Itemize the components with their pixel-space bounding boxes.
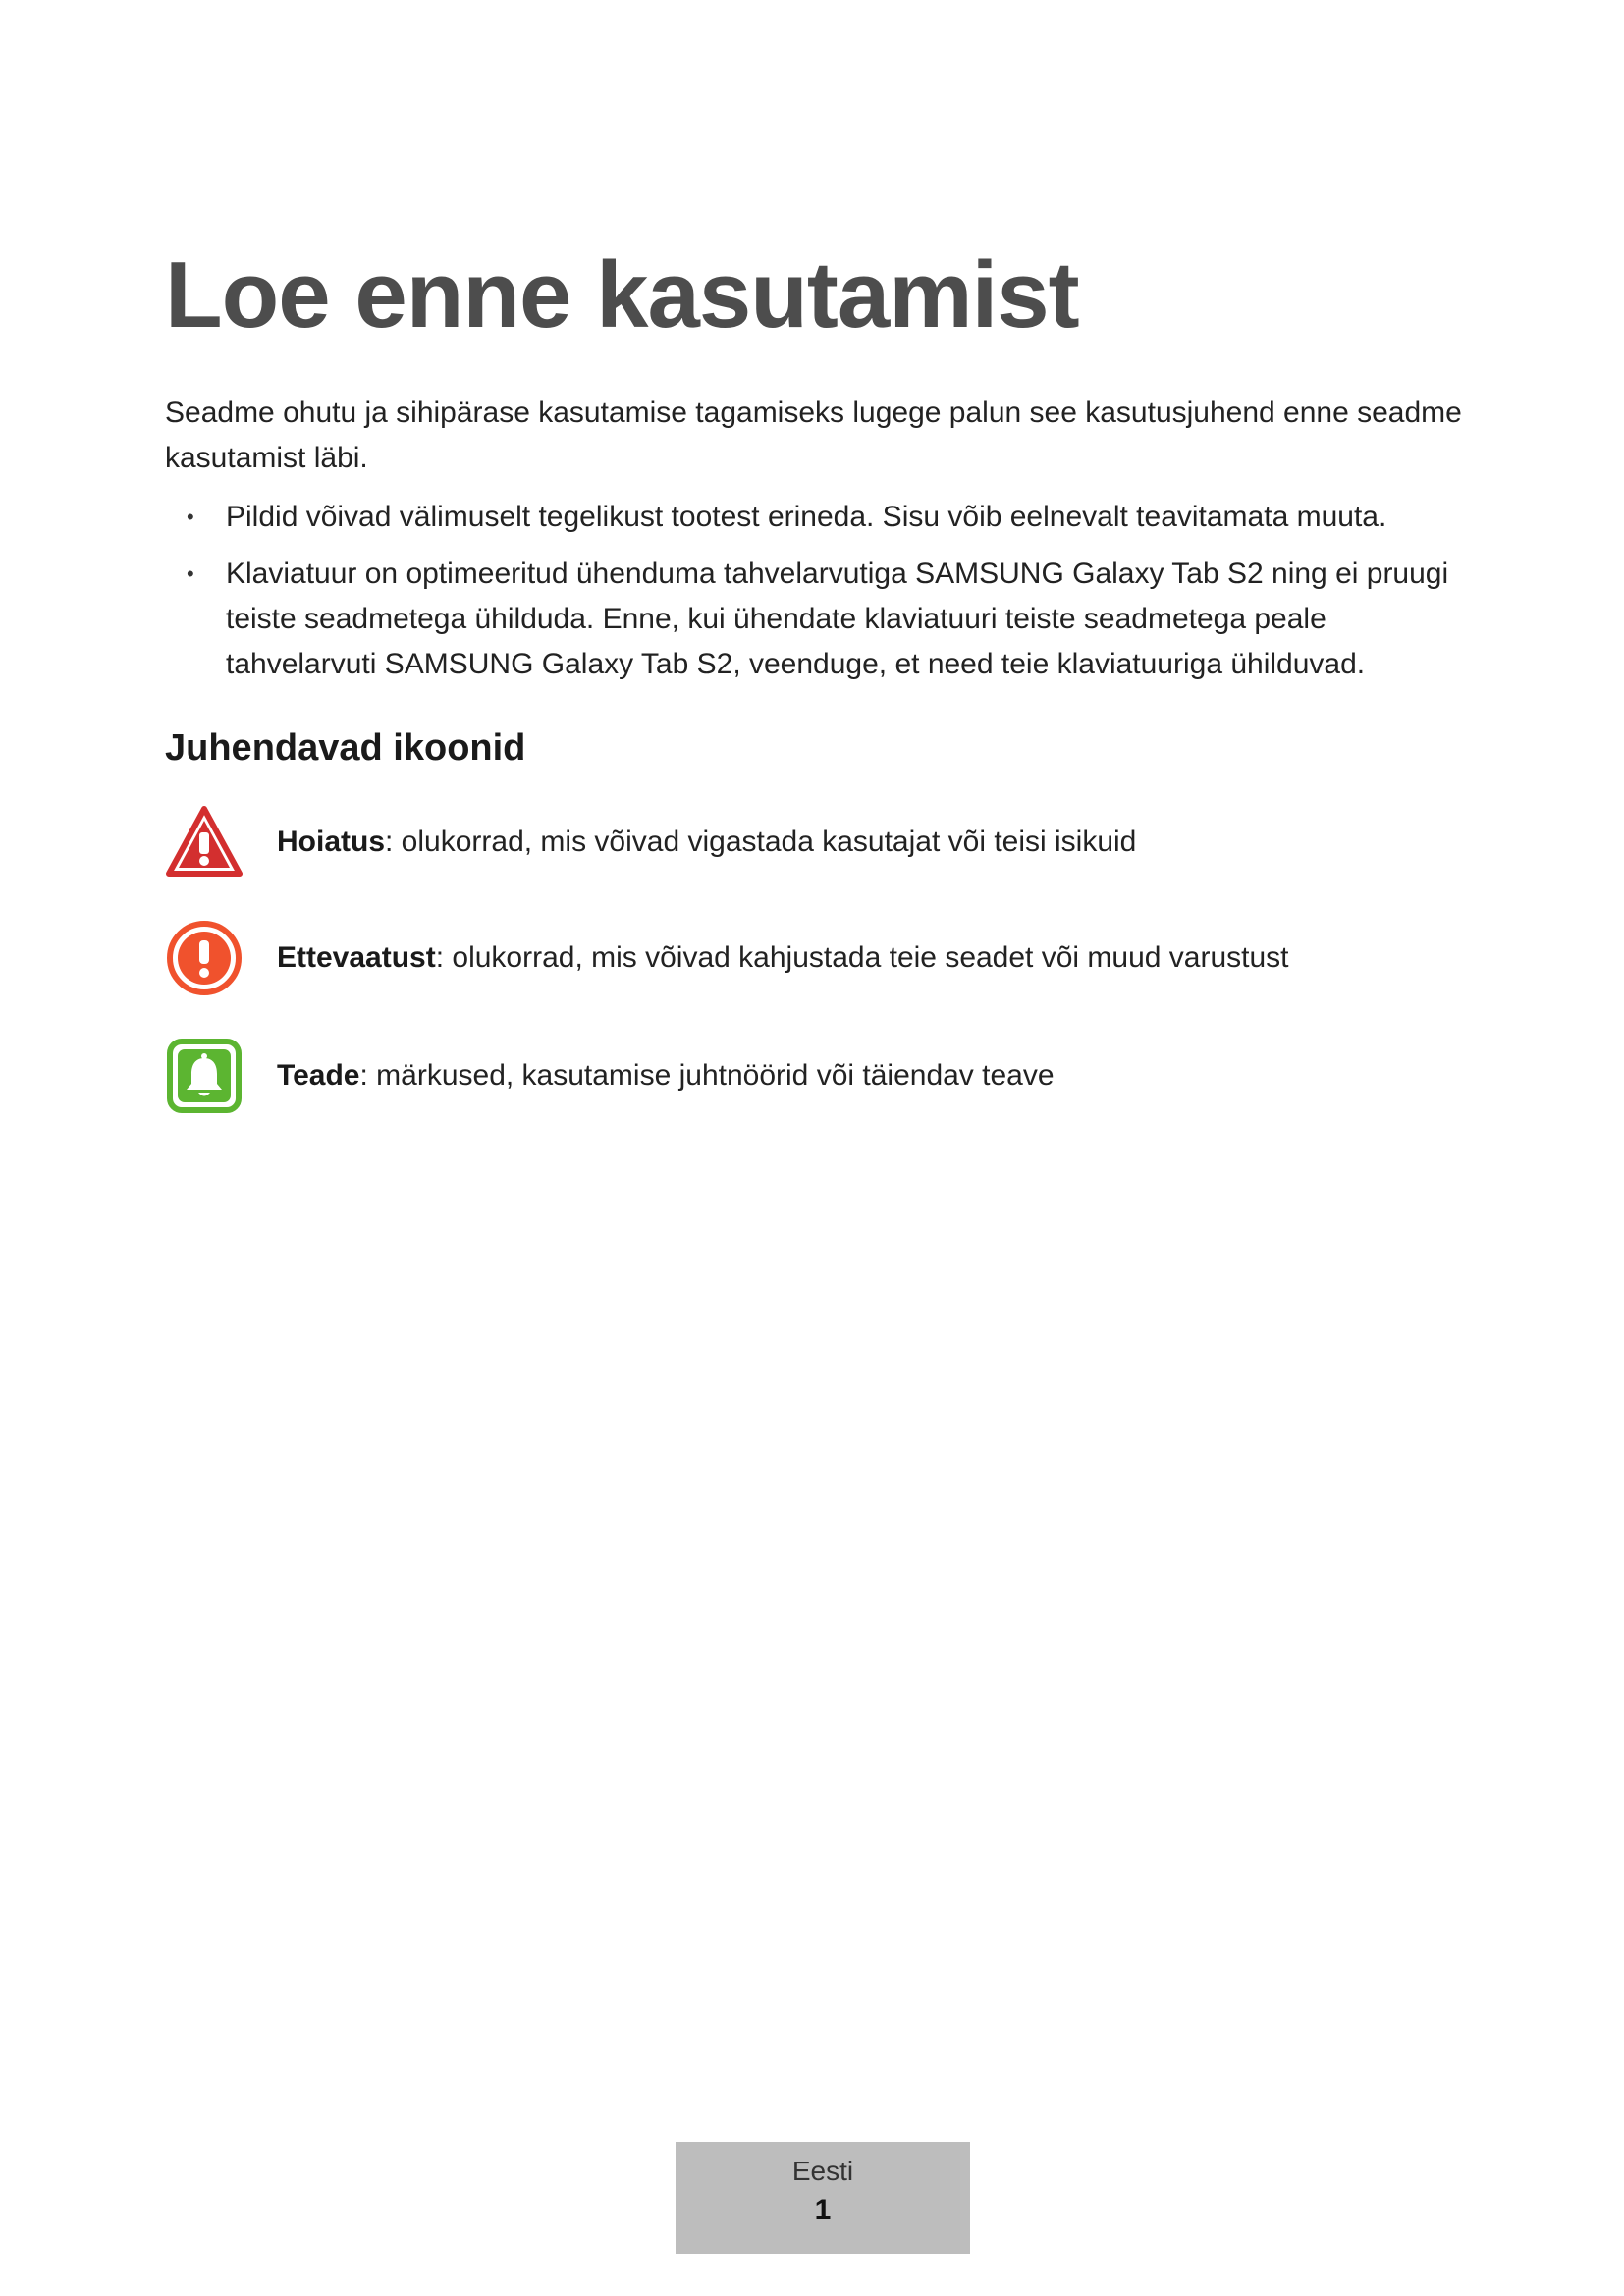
icon-legend-warning xyxy=(165,803,1441,881)
section-heading: Juhendavad ikoonid xyxy=(165,727,526,769)
term-label: Ettevaatust xyxy=(277,941,436,974)
bullet-icon: • xyxy=(187,505,194,529)
notes-list xyxy=(165,495,1481,699)
footer-language: Eesti xyxy=(791,2156,854,2186)
page-number: 1 xyxy=(814,2194,832,2226)
bullet-icon: • xyxy=(187,561,194,586)
term-label: Hoiatus xyxy=(277,826,386,858)
term-label: Teade xyxy=(277,1059,360,1092)
list-item-text: Pildid võivad välimuselt tegelikust tootest erineda. Sisu võib eelnevalt teavitamata muuta. xyxy=(226,501,1387,533)
term-description: : märkused, kasutamise juhtnöörid või täiendav teave xyxy=(359,1059,1055,1092)
icon-legend-text xyxy=(277,941,1289,975)
list-item xyxy=(165,552,1481,687)
icon-legend-caution xyxy=(165,919,1441,997)
list-item-text: Klaviatuur on optimeeritud ühenduma tahvelarvutiga SAMSUNG Galaxy Tab S2 ning ei pruugi teiste seadmetega ühilduda. Enne, kui ühendate klaviatuuri teiste seadmetega peale tahvelarvuti SAMSUNG Galaxy Tab S2, veenduge, et need teie klaviatuuriga ühilduvad. xyxy=(226,558,1449,680)
intro-paragraph: Seadme ohutu ja sihipärase kasutamise tagamiseks lugege palun see kasutusjuhend enne seadme kasutamist läbi. xyxy=(165,397,1462,474)
term-description: : olukorrad, mis võivad vigastada kasutajat või teisi isikuid xyxy=(385,826,1137,858)
warning-triangle-icon xyxy=(165,803,244,881)
icon-legend-text xyxy=(277,826,1136,859)
term-description: : olukorrad, mis võivad kahjustada teie seadet või muud varustust xyxy=(435,941,1289,974)
icon-legend-text xyxy=(277,1059,1055,1093)
caution-circle-icon xyxy=(165,919,244,997)
page-footer xyxy=(676,2142,970,2254)
list-item xyxy=(165,495,1481,540)
page-title: Loe enne kasutamist xyxy=(165,242,1079,347)
notice-bell-icon xyxy=(165,1037,244,1115)
icon-legend-notice xyxy=(165,1037,1441,1115)
